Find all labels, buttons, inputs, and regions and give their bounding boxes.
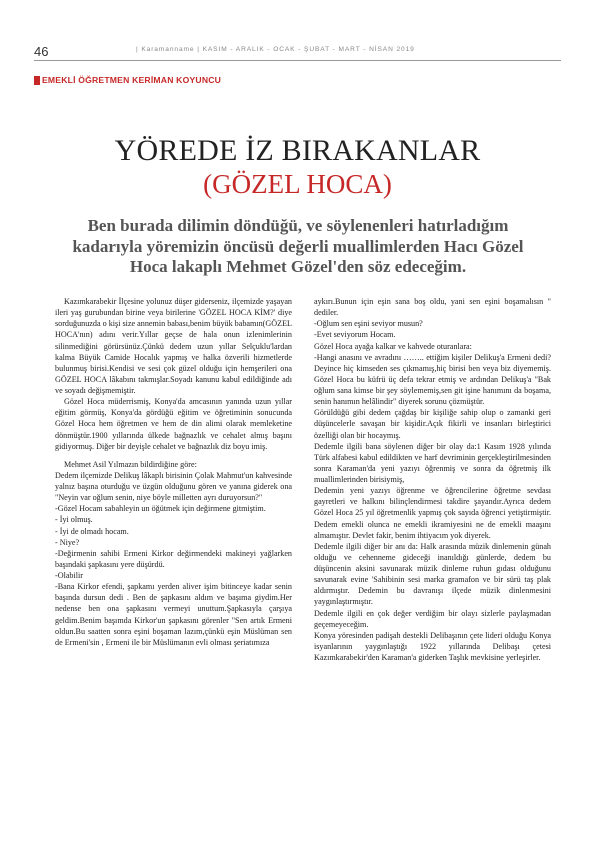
paragraph: - Niye? <box>55 537 80 547</box>
header-rule <box>34 60 561 61</box>
paragraph: Dedemle ilgili bana söylenen diğer bir olay da:1 Kasım 1928 yılında Türk alfabesi kabul edildikten ve harf devriminin gerçekleştirilmesinden sonra Karaman'da yeni yazıyı öğrenmiş ve sonra da öğretmiş ilk muallimlerinden birisiymiş, <box>314 441 551 484</box>
paragraph: -Gözel Hocam sabahleyin un öğütmek için değirmene gitmiştim. <box>55 504 266 514</box>
paragraph: -Olabilir <box>55 571 83 580</box>
running-head: | Karamanname | KASIM - ARALIK - OCAK - ŞUBAT - MART - NİSAN 2019 <box>136 46 415 53</box>
right-column <box>314 296 551 663</box>
paragraph: -Hangi anasını ve avradını …….. ettiğim kişiler Delikuş'a Ermeni dedi? Deyince hiç kimseden ses çıkmamış,hiç birisi ben veya biz diyememiş. Gözel Hoca bu küfrü üç defa tekrar etmiş ve ardından Delikuş'a "Bak oğlum sana kimse bir şey söylememiş,sen git işine hanımını da boşama, senin hanımın helâlindir" diyerek sorunu çözmüştür. <box>314 352 551 407</box>
paragraph: -Evet seviyorum Hocam. <box>314 330 396 340</box>
article-subtitle: (GÖZEL HOCA) <box>203 169 392 199</box>
paragraph: - İyi de olmadı hocam. <box>55 526 129 536</box>
paragraph: -Değirmenin sahibi Ermeni Kirkor değirmendeki makineyi yağlarken başındaki şapkasını yere düşürdü. <box>55 548 292 569</box>
paragraph: - İyi olmuş. <box>55 515 93 525</box>
paragraph: -Bana Kirkor efendi, şapkamı yerden aliver işim bitinceye kadar senin başında dursun dedi . Ben de şapkasını aldım ve başıma giydim.Her nedense ben ona şapkasını vermeyi unuttum.Şapkasıyla çarşıya geldim.Benim başımda Kirkor'un şapkasını görenler "Sen artık Ermeni oldun.Bu saatten sonra eşini boşaman lazım,çünkü eşin Müslüman sen de Ermeni'sin , Ermeni ile bir Müslümanın evli olması şeriatımıza <box>55 582 292 647</box>
paragraph: Dedemle ilgili en çok değer verdiğim bir olayı sizlerle paylaşmadan geçemeyeceğim. <box>314 608 551 629</box>
paragraph: Dedemle ilgili diğer bir anı da: Halk arasında müzik dinlemenin günah olduğu ve cehenneme gideceği inanıldığı günlerde, dedem bu düşüncenin aksini savunarak müzik dinleme ruhun gıdası olduğunu savunarak evine 'Sahibinin sesi marka gramafon ve bir sürü taş plak aldırmıştır. Dedemin bu davranışı ilçede müzik dinlenmesini yaygınlaştırmıştır. <box>314 541 551 607</box>
paragraph: Konya yöresinden padişah destekli Delibaşının çete lideri olduğu Konya isyanlarının yaygınlaştığı 1922 yıllarında Delibaşı çetesi Kazımkarabekir'den Karaman'a giderken Taşlık mevkisine yerleşirler. <box>314 630 551 662</box>
paragraph: Kazımkarabekir İlçesine yolunuz düşer giderseniz, ilçemizde yaşayan ileri yaş gurubundan birine veya birilerine 'GÖZEL HOCA KİM?' diye sorduğunuzda o kişi size annemin babası,benim büyük babamın(GÖZEL HOCA'nın) adını verir.Yıllar geçse de hala onun izlenimlerinin silinmediğini görürsünüz.Çünkü dedem uzun yıllar Selçuklu'lardan kalma Büyük Camide Hocalık yapmış ve halka özverili hizmetlerde bulunmuş birisi.Kendisi ve sesi çok güzel olduğu için hemşerileri ona GÖZEL HOCA lâkabını takmışlar.Soyadı kanunu kabul edildiğinde adı ve soyadı değişmemiştir. <box>55 297 292 395</box>
author-marker <box>34 76 40 85</box>
paragraph: aykırı.Bunun için eşin sana boş oldu, yani sen eşini boşamalısın " dediler. <box>314 297 551 318</box>
page-number: 46 <box>34 44 49 59</box>
paragraph: -Oğlum sen eşini seviyor musun? <box>314 319 423 329</box>
paragraph: Dedem ilçemizde Delikuş lâkaplı birisinin Çolak Mahmut'un kahvesinde yalnız başına oturduğu ve üzgün olduğunu gören ve yanına giderek ona "Neyin var oğlum senin, niye böyle milletten ayrı duruyorsun?" <box>55 470 292 503</box>
article-title: YÖREDE İZ BIRAKANLAR <box>114 134 481 167</box>
left-column <box>55 296 292 648</box>
paragraph: Mehmet Asil Yılmazın bildirdiğine göre: <box>64 459 197 469</box>
author-byline: EMEKLİ ÖĞRETMEN KERİMAN KOYUNCU <box>42 75 222 85</box>
paragraph: Gözel Hoca ayağa kalkar ve kahvede oturanlara: <box>314 341 472 351</box>
paragraph: Gözel Hoca müderrismiş, Konya'da amcasının yanında uzun yıllar eğitim görmüş, Konya'da gördüğü eğitim ve öğretiminin sonucunda Gözel Hoca hem öğretmen ve hem de din alimi olarak memleketine dönmüştür.1900 yıllarında ülkede bağnazlık ve cehalet almış başını gidiyormuş. Diğer bir deyişle cehalet ve bağnazlık diz boyu imiş. <box>55 397 292 451</box>
article-lead: Ben burada dilimin döndüğü, ve söylenenleri hatırladığım kadarıyla yöremizin öncüsü değerli muallimlerden Hacı Gözel Hoca lakaplı Mehmet Gözel'den söz edeceğim. <box>72 216 524 276</box>
paragraph: Görüldüğü gibi dedem çağdaş bir kişiliğe sahip olup o zamanki geri düşüncelerle savaşan bir kişidir.Açık fikirli ve insanları birleştirici özelliği olan bir hocaymış. <box>314 408 551 440</box>
paragraph: Dedemin yeni yazıyı öğrenme ve öğrencilerine öğretme sevdası gayretleri ve halkını bilinçlendirmesi takdire şayandır.Ayrıca dedem Gözel Hoca 25 yıl öğretmenlik yapmış çok sayıda öğrenci yetiştirmiştir. Dedem emekli olunca ne emekli ikramiyesini ne de emekli maaşını almamıştır. Devlet fakir, benim ihtiyacım yok diyerek. <box>314 486 551 540</box>
